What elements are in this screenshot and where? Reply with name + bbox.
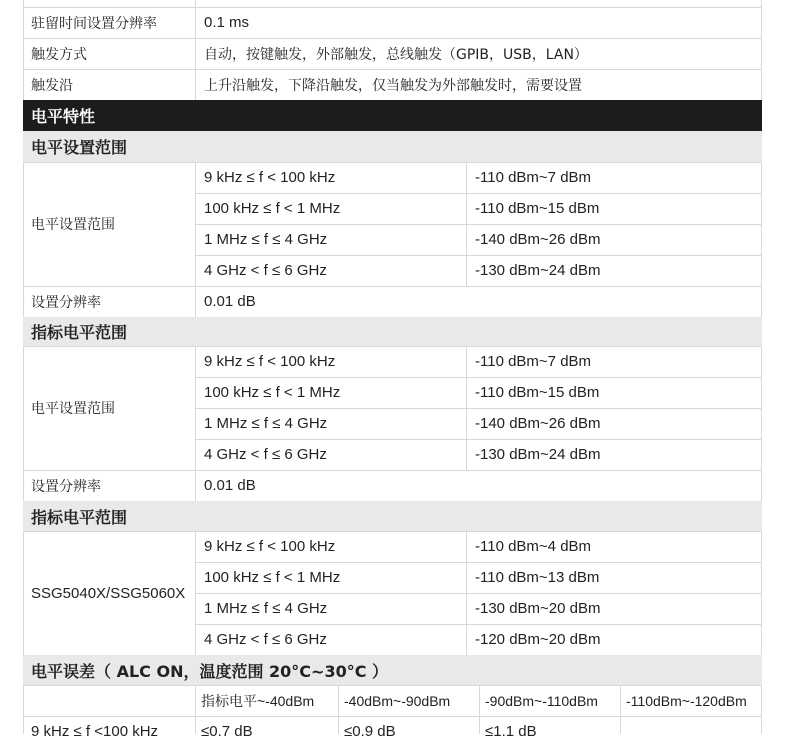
error-value: ≤0.7 dB (201, 723, 253, 740)
table-row (23, 286, 762, 317)
row-value: 上升沿触发，下降沿触发，仅当触发为外部触发时，需要设置 (204, 77, 582, 94)
level-range: -110 dBm~4 dBm (475, 538, 592, 555)
row-value: 自动，按键触发，外部触发，总线触发（GPIB，USB，LAN） (204, 46, 588, 63)
subsection-title: 电平误差（ ALC ON，温度范围 20°C~30°C ） (23, 655, 762, 685)
table-row (23, 7, 762, 38)
row-label: 触发方式 (31, 46, 87, 63)
level-range: -110 dBm~13 dBm (475, 569, 600, 586)
level-range: -110 dBm~15 dBm (475, 384, 600, 401)
error-value: ≤1.1 dB (485, 723, 537, 740)
freq-range: 1 MHz ≤ f ≤ 4 GHz (204, 231, 328, 248)
row-label: 9 kHz ≤ f <100 kHz (31, 723, 159, 740)
freq-range: 9 kHz ≤ f < 100 kHz (204, 353, 336, 370)
row-label: 设置分辨率 (31, 294, 101, 311)
row-label: 设置分辨率 (31, 478, 101, 495)
freq-range: 9 kHz ≤ f < 100 kHz (204, 538, 336, 555)
table-row (23, 593, 762, 624)
freq-range: 4 GHz < f ≤ 6 GHz (204, 631, 327, 648)
freq-range: 1 MHz ≤ f ≤ 4 GHz (204, 415, 328, 432)
column-header: 指标电平~-40dBm (201, 692, 315, 709)
freq-range: 100 kHz ≤ f < 1 MHz (204, 384, 341, 401)
row-value: 0.01 dB (204, 477, 256, 494)
freq-range: 100 kHz ≤ f < 1 MHz (204, 569, 341, 586)
subsection-title: 指标电平范围 (23, 317, 762, 346)
freq-range: 4 GHz < f ≤ 6 GHz (204, 262, 327, 279)
table-row (23, 224, 762, 255)
row-label: 触发沿 (31, 77, 73, 94)
level-range: -120 dBm~20 dBm (475, 631, 601, 648)
level-range: -140 dBm~26 dBm (475, 231, 601, 248)
table-row (23, 69, 762, 100)
table-row (23, 193, 762, 224)
error-value (621, 716, 761, 747)
table-row (23, 162, 762, 193)
freq-range: 100 kHz ≤ f < 1 MHz (204, 200, 341, 217)
row-value: 0.1 ms (204, 14, 250, 31)
table-header-row (23, 685, 762, 716)
freq-range: 1 MHz ≤ f ≤ 4 GHz (204, 600, 328, 617)
subsection-title: 电平设置范围 (23, 131, 762, 162)
table-row (23, 624, 762, 655)
table-row (23, 38, 762, 69)
level-range: -130 dBm~24 dBm (475, 446, 601, 463)
level-range: -110 dBm~7 dBm (475, 353, 592, 370)
table-row (23, 531, 762, 562)
column-header: -90dBm~-110dBm (485, 692, 598, 709)
level-range: -130 dBm~24 dBm (475, 262, 601, 279)
row-value: 0.01 dB (204, 293, 256, 310)
table-row (23, 377, 762, 408)
column-header: -110dBm~-120dBm (626, 692, 747, 709)
table-row (23, 562, 762, 593)
row-label: 驻留时间设置分辨率 (31, 15, 157, 32)
table-row (23, 255, 762, 286)
section-header: 电平特性 (23, 100, 762, 131)
level-range: -130 dBm~20 dBm (475, 600, 601, 617)
subsection-title: 指标电平范围 (23, 501, 762, 531)
table-row (23, 408, 762, 439)
level-range: -110 dBm~7 dBm (475, 169, 592, 186)
freq-range: 4 GHz < f ≤ 6 GHz (204, 446, 327, 463)
model-label: SSG5040X/SSG5060X (31, 584, 186, 602)
rowspan-label: 电平设置范围 (31, 401, 115, 417)
freq-range: 9 kHz ≤ f < 100 kHz (204, 169, 336, 186)
level-range: -110 dBm~15 dBm (475, 200, 600, 217)
table-row (23, 439, 762, 470)
table-row (23, 470, 762, 501)
table-row (23, 716, 762, 747)
table-row (23, 346, 762, 377)
level-range: -140 dBm~26 dBm (475, 415, 601, 432)
error-value: ≤0.9 dB (344, 723, 396, 740)
rowspan-label: 电平设置范围 (31, 217, 115, 233)
column-header: -40dBm~-90dBm (344, 692, 451, 709)
